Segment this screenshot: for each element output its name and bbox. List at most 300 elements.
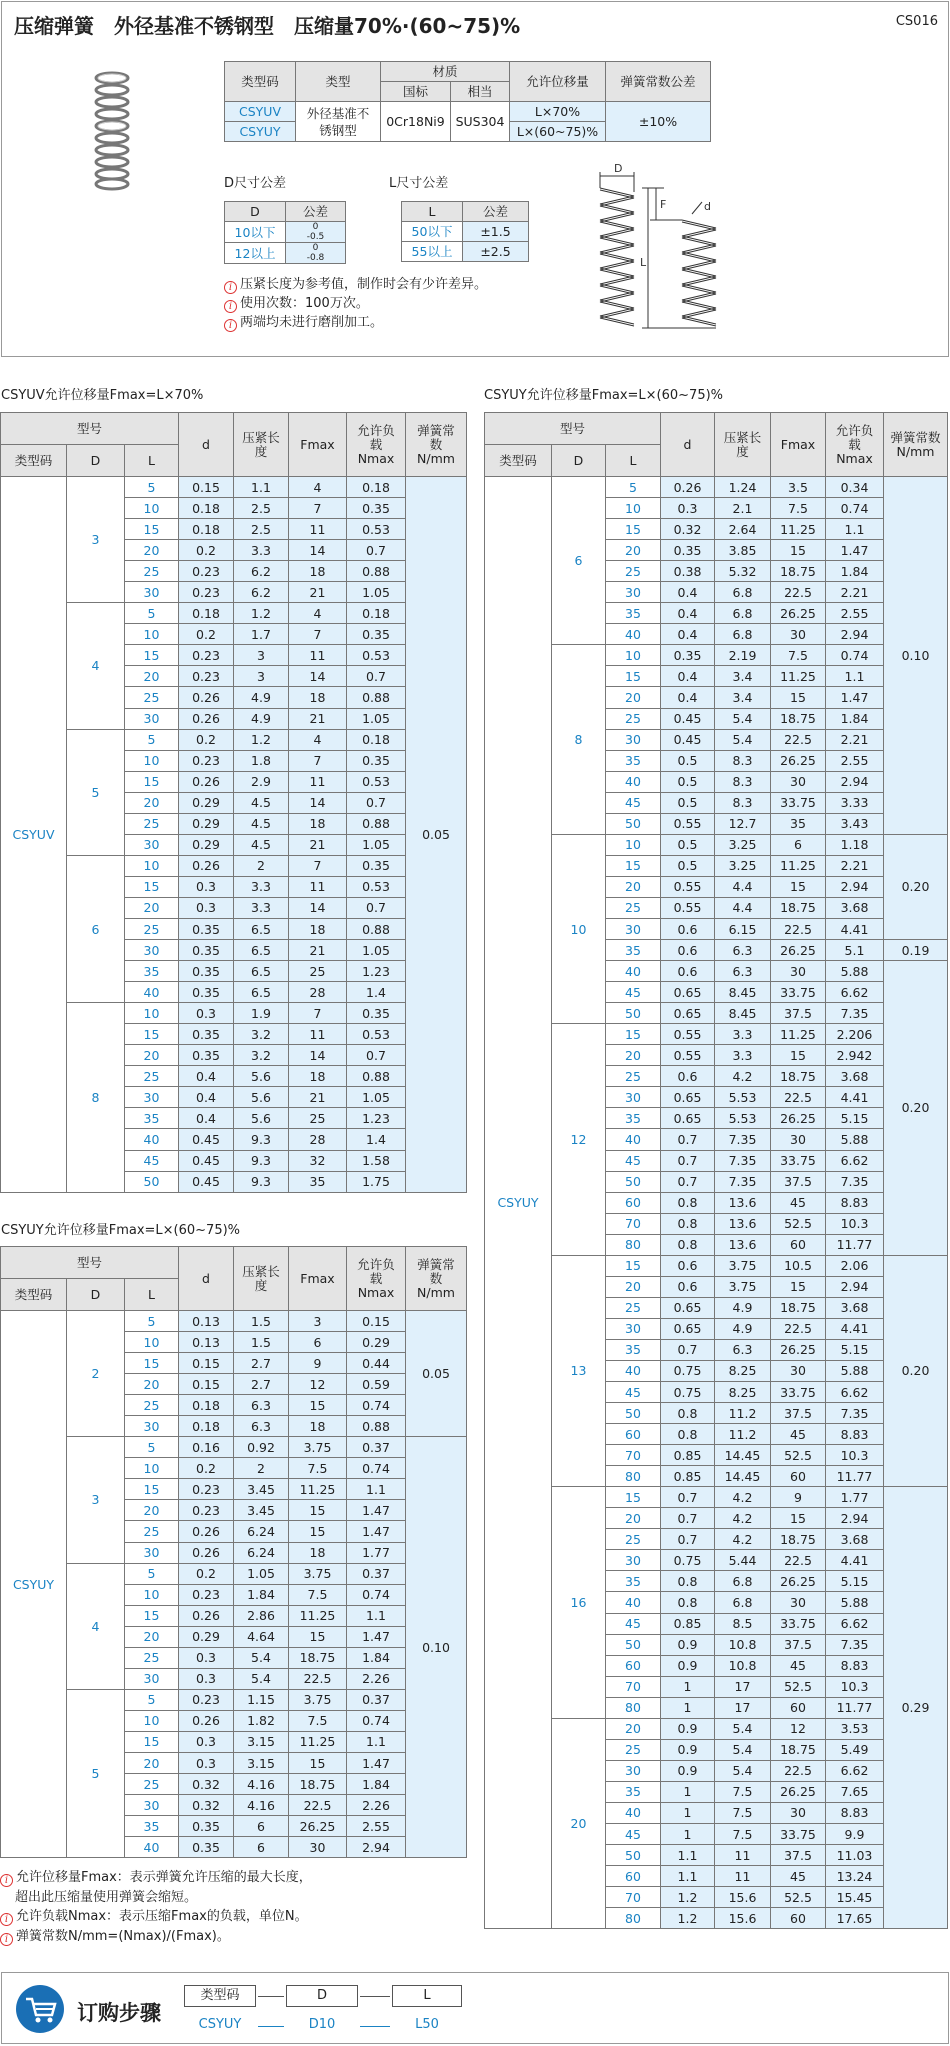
length-cell: 30	[606, 729, 661, 750]
solid-length-cell: 8.5	[715, 1613, 771, 1634]
fmax-cell: 3	[289, 1311, 347, 1332]
length-cell: 25	[125, 813, 179, 834]
solid-length-cell: 2.5	[234, 519, 289, 540]
nmax-cell: 7.35	[826, 1171, 884, 1192]
order-value-l: L50	[415, 2017, 439, 2032]
spring-constant-cell: 0.05	[406, 1311, 467, 1437]
nmax-cell: 5.49	[826, 1739, 884, 1760]
nmax-cell: 0.74	[826, 498, 884, 519]
solid-length-cell: 6.24	[234, 1521, 289, 1542]
fmax-cell: 9	[771, 1487, 826, 1508]
solid-length-cell: 6.8	[715, 603, 771, 624]
disp-csyuv: L×70%	[510, 102, 606, 122]
length-cell: 60	[606, 1866, 661, 1887]
wire-d-cell: 0.65	[661, 982, 715, 1003]
length-cell: 25	[606, 1739, 661, 1760]
solid-length-cell: 6.8	[715, 582, 771, 603]
length-cell: 30	[125, 1416, 179, 1437]
length-cell: 45	[606, 1382, 661, 1403]
length-cell: 10	[125, 1003, 179, 1024]
catalog-code: CS016	[895, 14, 938, 29]
wire-d-cell: 0.45	[661, 708, 715, 729]
solid-length-cell: 14.45	[715, 1466, 771, 1487]
fmax-cell: 26.25	[771, 1781, 826, 1802]
length-cell: 30	[125, 1087, 179, 1108]
col-type-code: 类型码	[1, 1279, 67, 1311]
length-cell: 70	[606, 1887, 661, 1908]
fmax-cell: 7	[289, 1003, 347, 1024]
fmax-cell: 14	[289, 666, 347, 687]
info-icon: i	[224, 319, 237, 332]
solid-length-cell: 4.2	[715, 1529, 771, 1550]
csyuy-small-table	[0, 1246, 467, 1858]
nmax-cell: 1.77	[347, 1542, 406, 1563]
outer-d-cell: 6	[552, 477, 606, 645]
nmax-cell: 2.55	[347, 1816, 406, 1837]
solid-length-cell: 8.25	[715, 1360, 771, 1381]
nmax-cell: 1.4	[347, 1129, 406, 1150]
length-cell: 25	[606, 1529, 661, 1550]
nmax-cell: 2.94	[826, 876, 884, 897]
wire-d-cell: 0.65	[661, 1003, 715, 1024]
fmax-cell: 37.5	[771, 1171, 826, 1192]
wire-d-cell: 0.15	[179, 1374, 234, 1395]
length-cell: 80	[606, 1234, 661, 1255]
solid-length-cell: 7.5	[715, 1781, 771, 1802]
wire-d-cell: 0.7	[661, 1150, 715, 1171]
fmax-cell: 18.75	[771, 1066, 826, 1087]
wire-d-cell: 0.8	[661, 1403, 715, 1424]
length-cell: 50	[606, 1634, 661, 1655]
type-code-csyuy: CSYUY	[225, 122, 296, 142]
solid-length-cell: 1.82	[234, 1710, 289, 1731]
wire-d-cell: 0.7	[661, 1529, 715, 1550]
fmax-cell: 45	[771, 1424, 826, 1445]
fmax-cell: 6	[771, 834, 826, 855]
solid-length-cell: 4.9	[234, 708, 289, 729]
solid-length-cell: 2.5	[234, 498, 289, 519]
spring-photo	[90, 68, 134, 192]
nmax-cell: 2.94	[826, 771, 884, 792]
col-model: 型号	[1, 413, 179, 445]
material-table	[224, 61, 711, 142]
length-cell: 25	[125, 561, 179, 582]
fmax-cell: 7.5	[289, 1710, 347, 1731]
length-cell: 10	[125, 624, 179, 645]
solid-length-cell: 1.7	[234, 624, 289, 645]
table-row	[485, 477, 948, 498]
length-cell: 10	[606, 498, 661, 519]
wire-d-cell: 0.26	[179, 1542, 234, 1563]
disp-csyuy: L×(60~75)%	[510, 122, 606, 142]
type-name: 外径基准不锈钢型	[296, 102, 381, 142]
solid-length-cell: 4.5	[234, 813, 289, 834]
fmax-cell: 18	[289, 1416, 347, 1437]
wire-d-cell: 1	[661, 1824, 715, 1845]
length-cell: 30	[606, 1550, 661, 1571]
section2-title: CSYUY允许位移量Fmax=L×(60~75)%	[1, 1223, 241, 1238]
wire-d-cell: 0.38	[661, 561, 715, 582]
wire-d-cell: 1	[661, 1802, 715, 1823]
table-row	[1, 1003, 467, 1024]
nmax-cell: 1.47	[347, 1626, 406, 1647]
csyuy-large-table	[484, 412, 948, 1929]
nmax-cell: 2.942	[826, 1045, 884, 1066]
outer-d-cell: 12	[552, 1024, 606, 1256]
l-tolerance-title: L尺寸公差	[389, 176, 449, 191]
length-cell: 20	[606, 1718, 661, 1739]
col-model: 型号	[485, 413, 661, 445]
wire-d-cell: 0.35	[179, 1837, 234, 1858]
fmax-cell: 21	[289, 1087, 347, 1108]
solid-length-cell: 3.3	[234, 897, 289, 918]
length-cell: 45	[606, 982, 661, 1003]
spring-constant-cell: 0.29	[884, 1487, 948, 1929]
fmax-cell: 37.5	[771, 1003, 826, 1024]
outer-d-cell: 5	[67, 729, 125, 855]
wire-d-cell: 0.65	[661, 1087, 715, 1108]
fmax-cell: 22.5	[771, 1760, 826, 1781]
solid-length-cell: 2.1	[715, 498, 771, 519]
outer-d-cell: 3	[67, 477, 125, 603]
nmax-cell: 7.65	[826, 1781, 884, 1802]
nmax-cell: 8.83	[826, 1655, 884, 1676]
length-cell: 5	[125, 603, 179, 624]
wire-d-cell: 0.7	[661, 1129, 715, 1150]
fmax-cell: 11.25	[771, 855, 826, 876]
wire-d-cell: 0.26	[179, 1605, 234, 1626]
solid-length-cell: 4.5	[234, 792, 289, 813]
nmax-cell: 1.75	[347, 1171, 406, 1192]
solid-length-cell: 6.2	[234, 561, 289, 582]
col-type-code: 类型码	[1, 445, 67, 477]
wire-d-cell: 0.4	[661, 666, 715, 687]
nmax-cell: 11.77	[826, 1466, 884, 1487]
nmax-cell: 1.05	[347, 1087, 406, 1108]
length-cell: 30	[606, 1760, 661, 1781]
col-nmax: 允许负载Nmax	[826, 413, 884, 477]
wire-d-cell: 0.13	[179, 1332, 234, 1353]
col-tolerance: 弹簧常数公差	[606, 62, 711, 102]
fmax-cell: 37.5	[771, 1634, 826, 1655]
length-cell: 10	[125, 1710, 179, 1731]
length-cell: 25	[125, 918, 179, 939]
table-row	[1, 1311, 467, 1332]
nmax-cell: 3.68	[826, 897, 884, 918]
wire-d-cell: 0.18	[179, 1395, 234, 1416]
col-wire-d: d	[661, 413, 715, 477]
length-cell: 50	[125, 1171, 179, 1192]
nmax-cell: 0.35	[347, 624, 406, 645]
fmax-cell: 11	[289, 876, 347, 897]
fmax-cell: 15	[771, 1508, 826, 1529]
nmax-cell: 4.41	[826, 1087, 884, 1108]
solid-length-cell: 10.8	[715, 1634, 771, 1655]
solid-length-cell: 6.5	[234, 940, 289, 961]
fmax-cell: 22.5	[771, 1550, 826, 1571]
length-cell: 40	[606, 624, 661, 645]
nmax-cell: 1.84	[347, 1647, 406, 1668]
nmax-cell: 10.3	[826, 1213, 884, 1234]
info-icon: i	[0, 1874, 13, 1887]
length-cell: 10	[125, 1332, 179, 1353]
nmax-cell: 0.18	[347, 603, 406, 624]
fmax-cell: 11.25	[289, 1479, 347, 1500]
nmax-cell: 1.1	[347, 1605, 406, 1626]
info-icon: i	[0, 1933, 13, 1946]
length-cell: 40	[606, 771, 661, 792]
wire-d-cell: 0.3	[179, 1647, 234, 1668]
solid-length-cell: 6	[234, 1816, 289, 1837]
fmax-cell: 18	[289, 561, 347, 582]
fmax-cell: 30	[289, 1837, 347, 1858]
fmax-cell: 3.5	[771, 477, 826, 498]
wire-d-cell: 0.23	[179, 582, 234, 603]
nmax-cell: 1.1	[347, 1731, 406, 1752]
solid-length-cell: 5.4	[234, 1668, 289, 1689]
solid-length-cell: 6.8	[715, 1592, 771, 1613]
fmax-cell: 45	[771, 1866, 826, 1887]
wire-d-cell: 0.4	[661, 603, 715, 624]
col-spring-constant: 弹簧常数N/mm	[406, 1247, 467, 1311]
d-tolerance-table: D 公差 10以下 0 -0.5 12以上 0 -0.8	[224, 201, 346, 264]
length-cell: 30	[125, 834, 179, 855]
nmax-cell: 2.206	[826, 1024, 884, 1045]
fmax-cell: 22.5	[771, 1087, 826, 1108]
wire-d-cell: 0.3	[179, 1668, 234, 1689]
wire-d-cell: 0.6	[661, 940, 715, 961]
wire-d-cell: 0.4	[179, 1066, 234, 1087]
wire-d-cell: 0.2	[179, 1563, 234, 1584]
solid-length-cell: 6.3	[234, 1395, 289, 1416]
length-cell: 20	[125, 1752, 179, 1773]
solid-length-cell: 3.25	[715, 834, 771, 855]
nmax-cell: 0.35	[347, 750, 406, 771]
solid-length-cell: 1.15	[234, 1689, 289, 1710]
outer-d-cell: 4	[67, 603, 125, 729]
fmax-cell: 7	[289, 624, 347, 645]
col-D: D	[67, 445, 125, 477]
col-spring-constant: 弹簧常数N/mm	[406, 413, 467, 477]
wire-d-cell: 0.7	[661, 1487, 715, 1508]
fmax-cell: 14	[289, 540, 347, 561]
col-D: D	[67, 1279, 125, 1311]
spring-dimension-diagram	[590, 162, 730, 342]
fmax-cell: 30	[771, 1129, 826, 1150]
page-title: 压缩弹簧 外径基准不锈钢型 压缩量70%·(60~75)%	[14, 14, 521, 38]
fmax-cell: 18.75	[289, 1647, 347, 1668]
solid-length-cell: 3.4	[715, 687, 771, 708]
length-cell: 70	[606, 1445, 661, 1466]
solid-length-cell: 3.75	[715, 1255, 771, 1276]
fmax-cell: 26.25	[771, 1108, 826, 1129]
fmax-cell: 18.75	[771, 1297, 826, 1318]
solid-length-cell: 4.9	[715, 1297, 771, 1318]
nmax-cell: 6.62	[826, 1150, 884, 1171]
wire-d-cell: 0.55	[661, 897, 715, 918]
length-cell: 25	[606, 561, 661, 582]
fmax-cell: 11.25	[771, 666, 826, 687]
length-cell: 20	[125, 1500, 179, 1521]
nmax-cell: 5.88	[826, 961, 884, 982]
nmax-cell: 0.74	[347, 1458, 406, 1479]
solid-length-cell: 5.4	[234, 1647, 289, 1668]
nmax-cell: 2.94	[826, 1508, 884, 1529]
solid-length-cell: 5.44	[715, 1550, 771, 1571]
d-tolerance-title: D尺寸公差	[224, 176, 287, 191]
fmax-cell: 52.5	[771, 1213, 826, 1234]
fmax-cell: 11.25	[289, 1731, 347, 1752]
wire-d-cell: 0.35	[179, 961, 234, 982]
table-row	[485, 1255, 948, 1276]
length-cell: 25	[606, 708, 661, 729]
wire-d-cell: 0.18	[179, 1416, 234, 1437]
wire-d-cell: 0.26	[179, 1521, 234, 1542]
wire-d-cell: 0.8	[661, 1571, 715, 1592]
nmax-cell: 1.47	[826, 540, 884, 561]
fmax-cell: 7.5	[289, 1584, 347, 1605]
outer-d-cell: 4	[67, 1563, 125, 1689]
wire-d-cell: 0.55	[661, 1045, 715, 1066]
wire-d-cell: 0.18	[179, 519, 234, 540]
wire-d-cell: 0.23	[179, 666, 234, 687]
nmax-cell: 0.74	[347, 1395, 406, 1416]
order-box-l: L	[392, 1985, 462, 2007]
info-icon: i	[224, 281, 237, 294]
nmax-cell: 6.62	[826, 1613, 884, 1634]
solid-length-cell: 6.3	[715, 961, 771, 982]
fmax-cell: 4	[289, 729, 347, 750]
wire-d-cell: 0.26	[179, 687, 234, 708]
wire-d-cell: 0.6	[661, 918, 715, 939]
table-row	[1, 1689, 467, 1710]
wire-d-cell: 0.29	[179, 813, 234, 834]
nmax-cell: 1.05	[347, 834, 406, 855]
length-cell: 20	[125, 1626, 179, 1647]
length-cell: 20	[606, 1045, 661, 1066]
wire-d-cell: 0.15	[179, 1353, 234, 1374]
svg-text:L: L	[640, 256, 647, 269]
fmax-cell: 11	[289, 1024, 347, 1045]
length-cell: 35	[606, 603, 661, 624]
nmax-cell: 17.65	[826, 1908, 884, 1929]
solid-length-cell: 1.2	[234, 603, 289, 624]
table-row	[485, 1487, 948, 1508]
nmax-cell: 0.37	[347, 1689, 406, 1710]
solid-length-cell: 15.6	[715, 1887, 771, 1908]
length-cell: 10	[606, 834, 661, 855]
svg-text:d: d	[704, 200, 711, 213]
length-cell: 50	[606, 1003, 661, 1024]
solid-length-cell: 5.53	[715, 1087, 771, 1108]
wire-d-cell: 0.6	[661, 1066, 715, 1087]
solid-length-cell: 3	[234, 645, 289, 666]
wire-d-cell: 0.26	[179, 771, 234, 792]
nmax-cell: 4.41	[826, 918, 884, 939]
solid-length-cell: 13.6	[715, 1234, 771, 1255]
solid-length-cell: 12.7	[715, 813, 771, 834]
wire-d-cell: 0.65	[661, 1318, 715, 1339]
fmax-cell: 33.75	[771, 792, 826, 813]
length-cell: 10	[125, 1584, 179, 1605]
fmax-cell: 18	[289, 1542, 347, 1563]
table-row	[1, 729, 467, 750]
wire-d-cell: 1	[661, 1781, 715, 1802]
length-cell: 40	[606, 1592, 661, 1613]
wire-d-cell: 0.65	[661, 1108, 715, 1129]
nmax-cell: 0.35	[347, 1003, 406, 1024]
length-cell: 20	[606, 1508, 661, 1529]
fmax-cell: 30	[771, 771, 826, 792]
nmax-cell: 3.43	[826, 813, 884, 834]
material-gb: 0Cr18Ni9	[381, 102, 451, 142]
nmax-cell: 6.62	[826, 1760, 884, 1781]
wire-d-cell: 0.35	[179, 982, 234, 1003]
nmax-cell: 3.33	[826, 792, 884, 813]
solid-length-cell: 3.3	[234, 540, 289, 561]
length-cell: 30	[606, 582, 661, 603]
table-row	[1, 855, 467, 876]
length-cell: 35	[125, 1108, 179, 1129]
wire-d-cell: 0.45	[179, 1150, 234, 1171]
fmax-cell: 22.5	[771, 1318, 826, 1339]
spring-constant-cell: 0.20	[884, 961, 948, 1256]
wire-d-cell: 0.35	[179, 1045, 234, 1066]
solid-length-cell: 1.05	[234, 1563, 289, 1584]
length-cell: 80	[606, 1697, 661, 1718]
svg-text:F: F	[660, 198, 667, 211]
nmax-cell: 0.35	[347, 498, 406, 519]
nmax-cell: 13.24	[826, 1866, 884, 1887]
nmax-cell: 2.94	[826, 1276, 884, 1297]
solid-length-cell: 7.5	[715, 1802, 771, 1823]
nmax-cell: 1.23	[347, 961, 406, 982]
solid-length-cell: 4.9	[234, 687, 289, 708]
solid-length-cell: 4.4	[715, 876, 771, 897]
solid-length-cell: 8.45	[715, 982, 771, 1003]
length-cell: 15	[125, 876, 179, 897]
nmax-cell: 1.05	[347, 582, 406, 603]
material-equiv: SUS304	[451, 102, 510, 142]
table-row	[1, 1437, 467, 1458]
wire-d-cell: 0.8	[661, 1213, 715, 1234]
nmax-cell: 3.68	[826, 1529, 884, 1550]
wire-d-cell: 1.2	[661, 1908, 715, 1929]
length-cell: 40	[606, 961, 661, 982]
nmax-cell: 1.47	[347, 1752, 406, 1773]
wire-d-cell: 0.45	[661, 729, 715, 750]
fmax-cell: 30	[771, 624, 826, 645]
nmax-cell: 1.58	[347, 1150, 406, 1171]
length-cell: 5	[125, 1437, 179, 1458]
solid-length-cell: 3.75	[715, 1276, 771, 1297]
col-solid-length: 压紧长度	[234, 1247, 289, 1311]
col-nmax: 允许负载Nmax	[347, 1247, 406, 1311]
length-cell: 15	[606, 1487, 661, 1508]
wire-d-cell: 0.55	[661, 813, 715, 834]
fmax-cell: 21	[289, 940, 347, 961]
order-box-d: D	[286, 1985, 358, 2007]
nmax-cell: 0.18	[347, 477, 406, 498]
solid-length-cell: 10.8	[715, 1655, 771, 1676]
col-type-code: 类型码	[225, 62, 296, 102]
nmax-cell: 1.18	[826, 834, 884, 855]
fmax-cell: 22.5	[289, 1795, 347, 1816]
wire-d-cell: 0.23	[179, 1689, 234, 1710]
col-model: 型号	[1, 1247, 179, 1279]
nmax-cell: 15.45	[826, 1887, 884, 1908]
wire-d-cell: 0.23	[179, 561, 234, 582]
